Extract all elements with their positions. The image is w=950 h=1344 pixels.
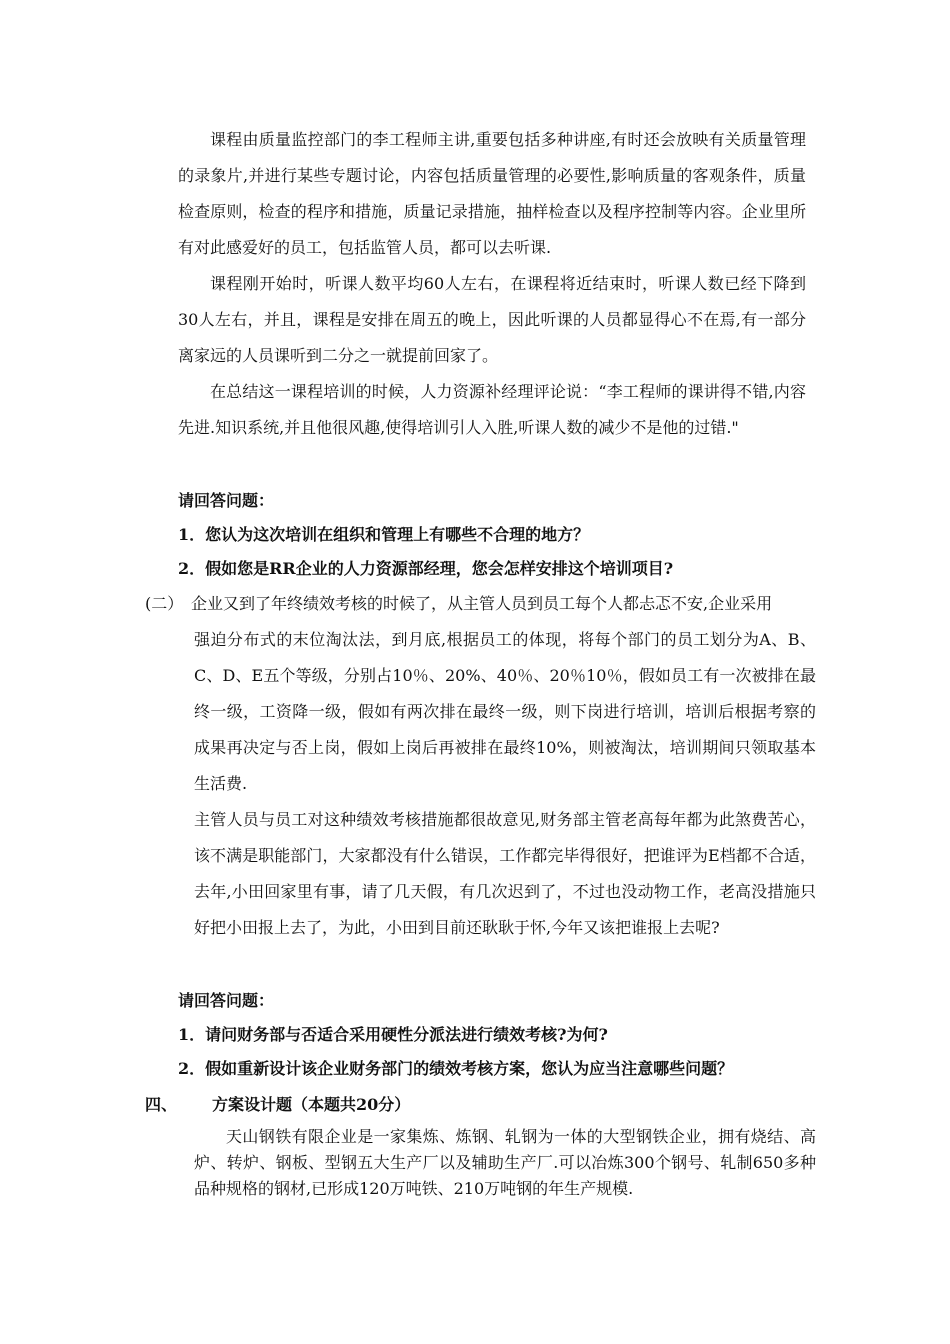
case1-question-1: 1．您认为这次培训在组织和管理上有哪些不合理的地方？ [178, 525, 590, 544]
case2-question-2: 2．假如重新设计该企业财务部门的绩效考核方案，您认为应当注意哪些问题？ [178, 1059, 734, 1078]
case1-paragraph-3: 在总结这一课程培训的时候，人力资源补经理评论说：“李工程师的课讲得不错,内容先进.知识系统,并且他很风趣,使得培训引人入胜,听课人数的减少不是他的过错." [178, 382, 806, 437]
case2-questions-heading: 请回答问题： [178, 991, 275, 1010]
case2-heading-line [145, 586, 815, 622]
case1-question-2: 2．假如您是RR企业的人力资源部经理，您会怎样安排这个培训项目? [178, 559, 674, 578]
case2-first-line: 企业又到了年终绩效考核的时候了，从主管人员到员工每个人都忐忑不安,企业采用 [191, 594, 773, 613]
section4-title: 方案设计题（本题共20分） [212, 1095, 411, 1114]
case2-question-1: 1．请问财务部与否适合采用硬性分派法进行绩效考核?为何? [178, 1025, 608, 1044]
section4-paragraph: 天山钢铁有限企业是一家集炼、炼钢、轧钢为一体的大型钢铁企业，拥有烧结、高炉、转炉、钢板、型钢五大生产厂以及辅助生产厂.可以冶炼300个钢号、轧制650多种品种规格的钢材,已形成120万吨铁、210万吨钢的年生产规模. [194, 1127, 816, 1198]
case1-paragraph-2: 课程刚开始时，听课人数平均60人左右，在课程将近结束时，听课人数已经下降到30人左右，并且，课程是安排在周五的晚上，因此听课的人员都显得心不在焉,有一部分离家远的人员课听到二分之一就提前回家了。 [178, 274, 806, 365]
case2-paragraph-1: 强迫分布式的末位淘汰法，到月底,根据员工的体现，将每个部门的员工划分为A、B、C、D、E五个等级，分别占10％、20%、40％、20％10％，假如员工有一次被排在最终一级，工资降一级，假如有两次排在最终一级，则下岗进行培训，培训后根据考察的成果再决定与否上岗，假如上岗后再被排在最终10%，则被淘汰，培训期间只领取基本生活费. [194, 630, 816, 793]
section4-number: 四、 [145, 1095, 178, 1114]
case1-paragraph-1: 课程由质量监控部门的李工程师主讲,重要包括多种讲座,有时还会放映有关质量管理的录象片,并进行某些专题讨论，内容包括质量管理的必要性,影响质量的客观条件，质量检查原则，检查的程序和措施，质量记录措施，抽样检查以及程序控制等内容。企业里所有对此感爱好的员工，包括监管人员，都可以去听课. [178, 130, 806, 257]
case2-paragraph-2: 主管人员与员工对这种绩效考核措施都很故意见,财务部主管老高每年都为此煞费苦心，该不满是职能部门，大家都没有什么错误，工作都完毕得很好，把谁评为E档都不合适，去年,小田回家里有事，请了几天假，有几次迟到了，不过也没动物工作，老高没措施只好把小田报上去了，为此，小田到目前还耿耿于怀,今年又该把谁报上去呢? [194, 810, 816, 937]
case2-label: (二） [145, 594, 184, 613]
case1-questions-heading: 请回答问题： [178, 491, 275, 510]
